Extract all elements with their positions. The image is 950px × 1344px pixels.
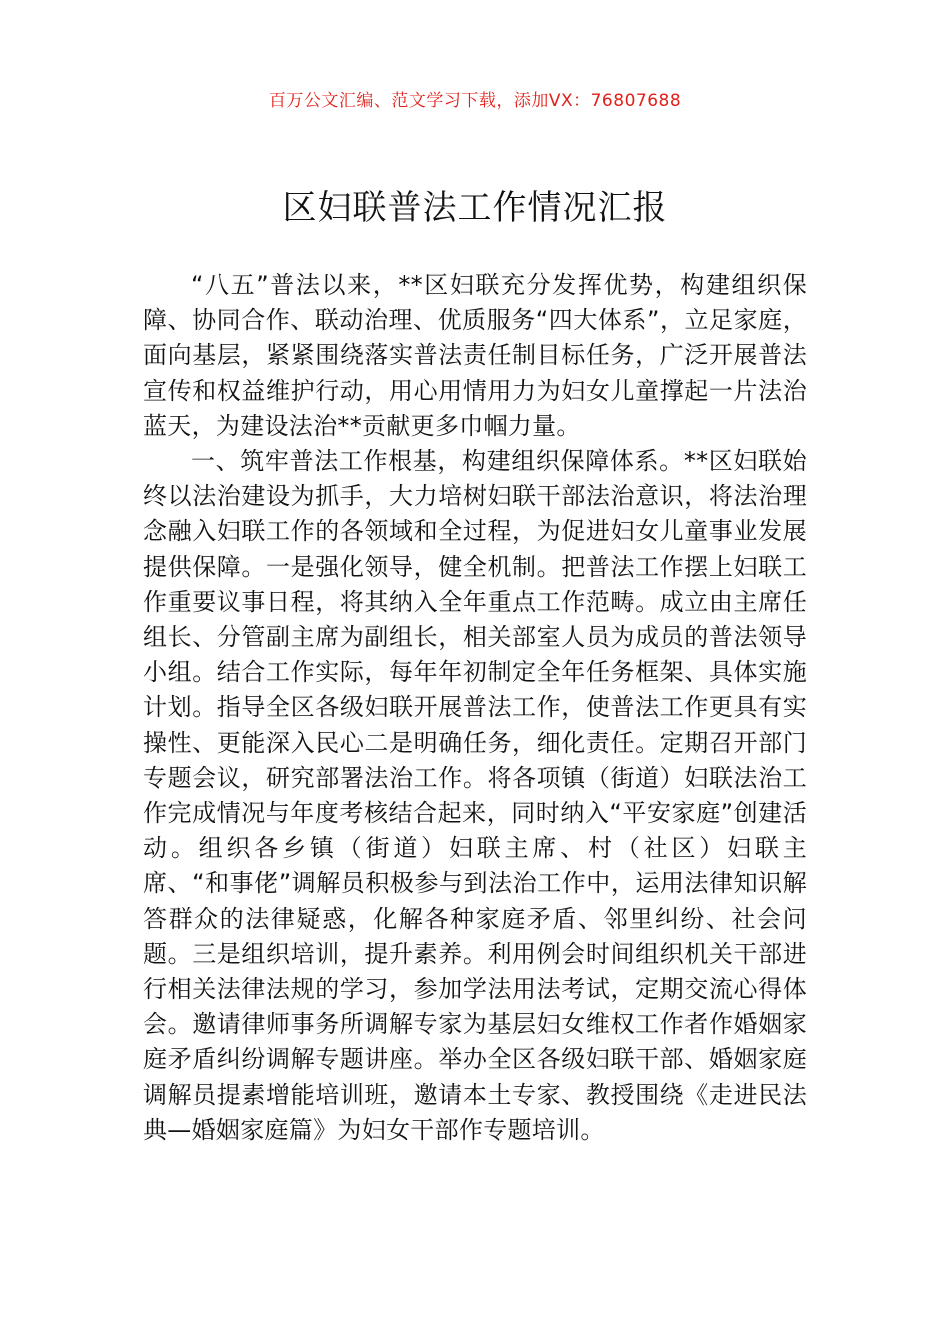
header-note: 百万公文汇编、范文学习下载，添加VX：76807688 xyxy=(268,91,682,111)
document-body xyxy=(143,268,807,1148)
paragraph-section-1: 一、筑牢普法工作根基，构建组织保障体系。**区妇联始终以法治建设为抓手，大力培树妇联干部法治意识，将法治理念融入妇联工作的各领域和全过程，为促进妇女儿童事业发展提供保障。一是强化领导，健全机制。把普法工作摆上妇联工作重要议事日程，将其纳入全年重点工作范畴。成立由主席任组长、分管副主席为副组长，相关部室人员为成员的普法领导小组。结合工作实际，每年年初制定全年任务框架、具体实施计划。指导全区各级妇联开展普法工作，使普法工作更具有实操性、更能深入民心二是明确任务，细化责任。定期召开部门专题会议，研究部署法治工作。将各项镇（街道）妇联法治工作完成情况与年度考核结合起来，同时纳入“平安家庭”创建活动。组织各乡镇（街道）妇联主席、村（社区）妇联主席、“和事佬”调解员积极参与到法治工作中，运用法律知识解答群众的法律疑惑，化解各种家庭矛盾、邻里纠纷、社会问题。三是组织培训，提升素养。利用例会时间组织机关干部进行相关法律法规的学习，参加学法用法考试，定期交流心得体会。邀请律师事务所调解专家为基层妇女维权工作者作婚姻家庭矛盾纠纷调解专题讲座。举办全区各级妇联干部、婚姻家庭调解员提素增能培训班，邀请本土专家、教授围绕《走进民法典—婚姻家庭篇》为妇女干部作专题培训。 xyxy=(143,447,807,1144)
paragraph-intro: “八五”普法以来，**区妇联充分发挥优势，构建组织保障、协同合作、联动治理、优质服务“四大体系”，立足家庭，面向基层，紧紧围绕落实普法责任制目标任务，广泛开展普法宣传和权益维护行动，用心用情用力为妇女儿童撑起一片法治蓝天，为建设法治**贡献更多巾帼力量。 xyxy=(143,271,807,440)
document-title: 区妇联普法工作情况汇报 xyxy=(282,188,668,228)
